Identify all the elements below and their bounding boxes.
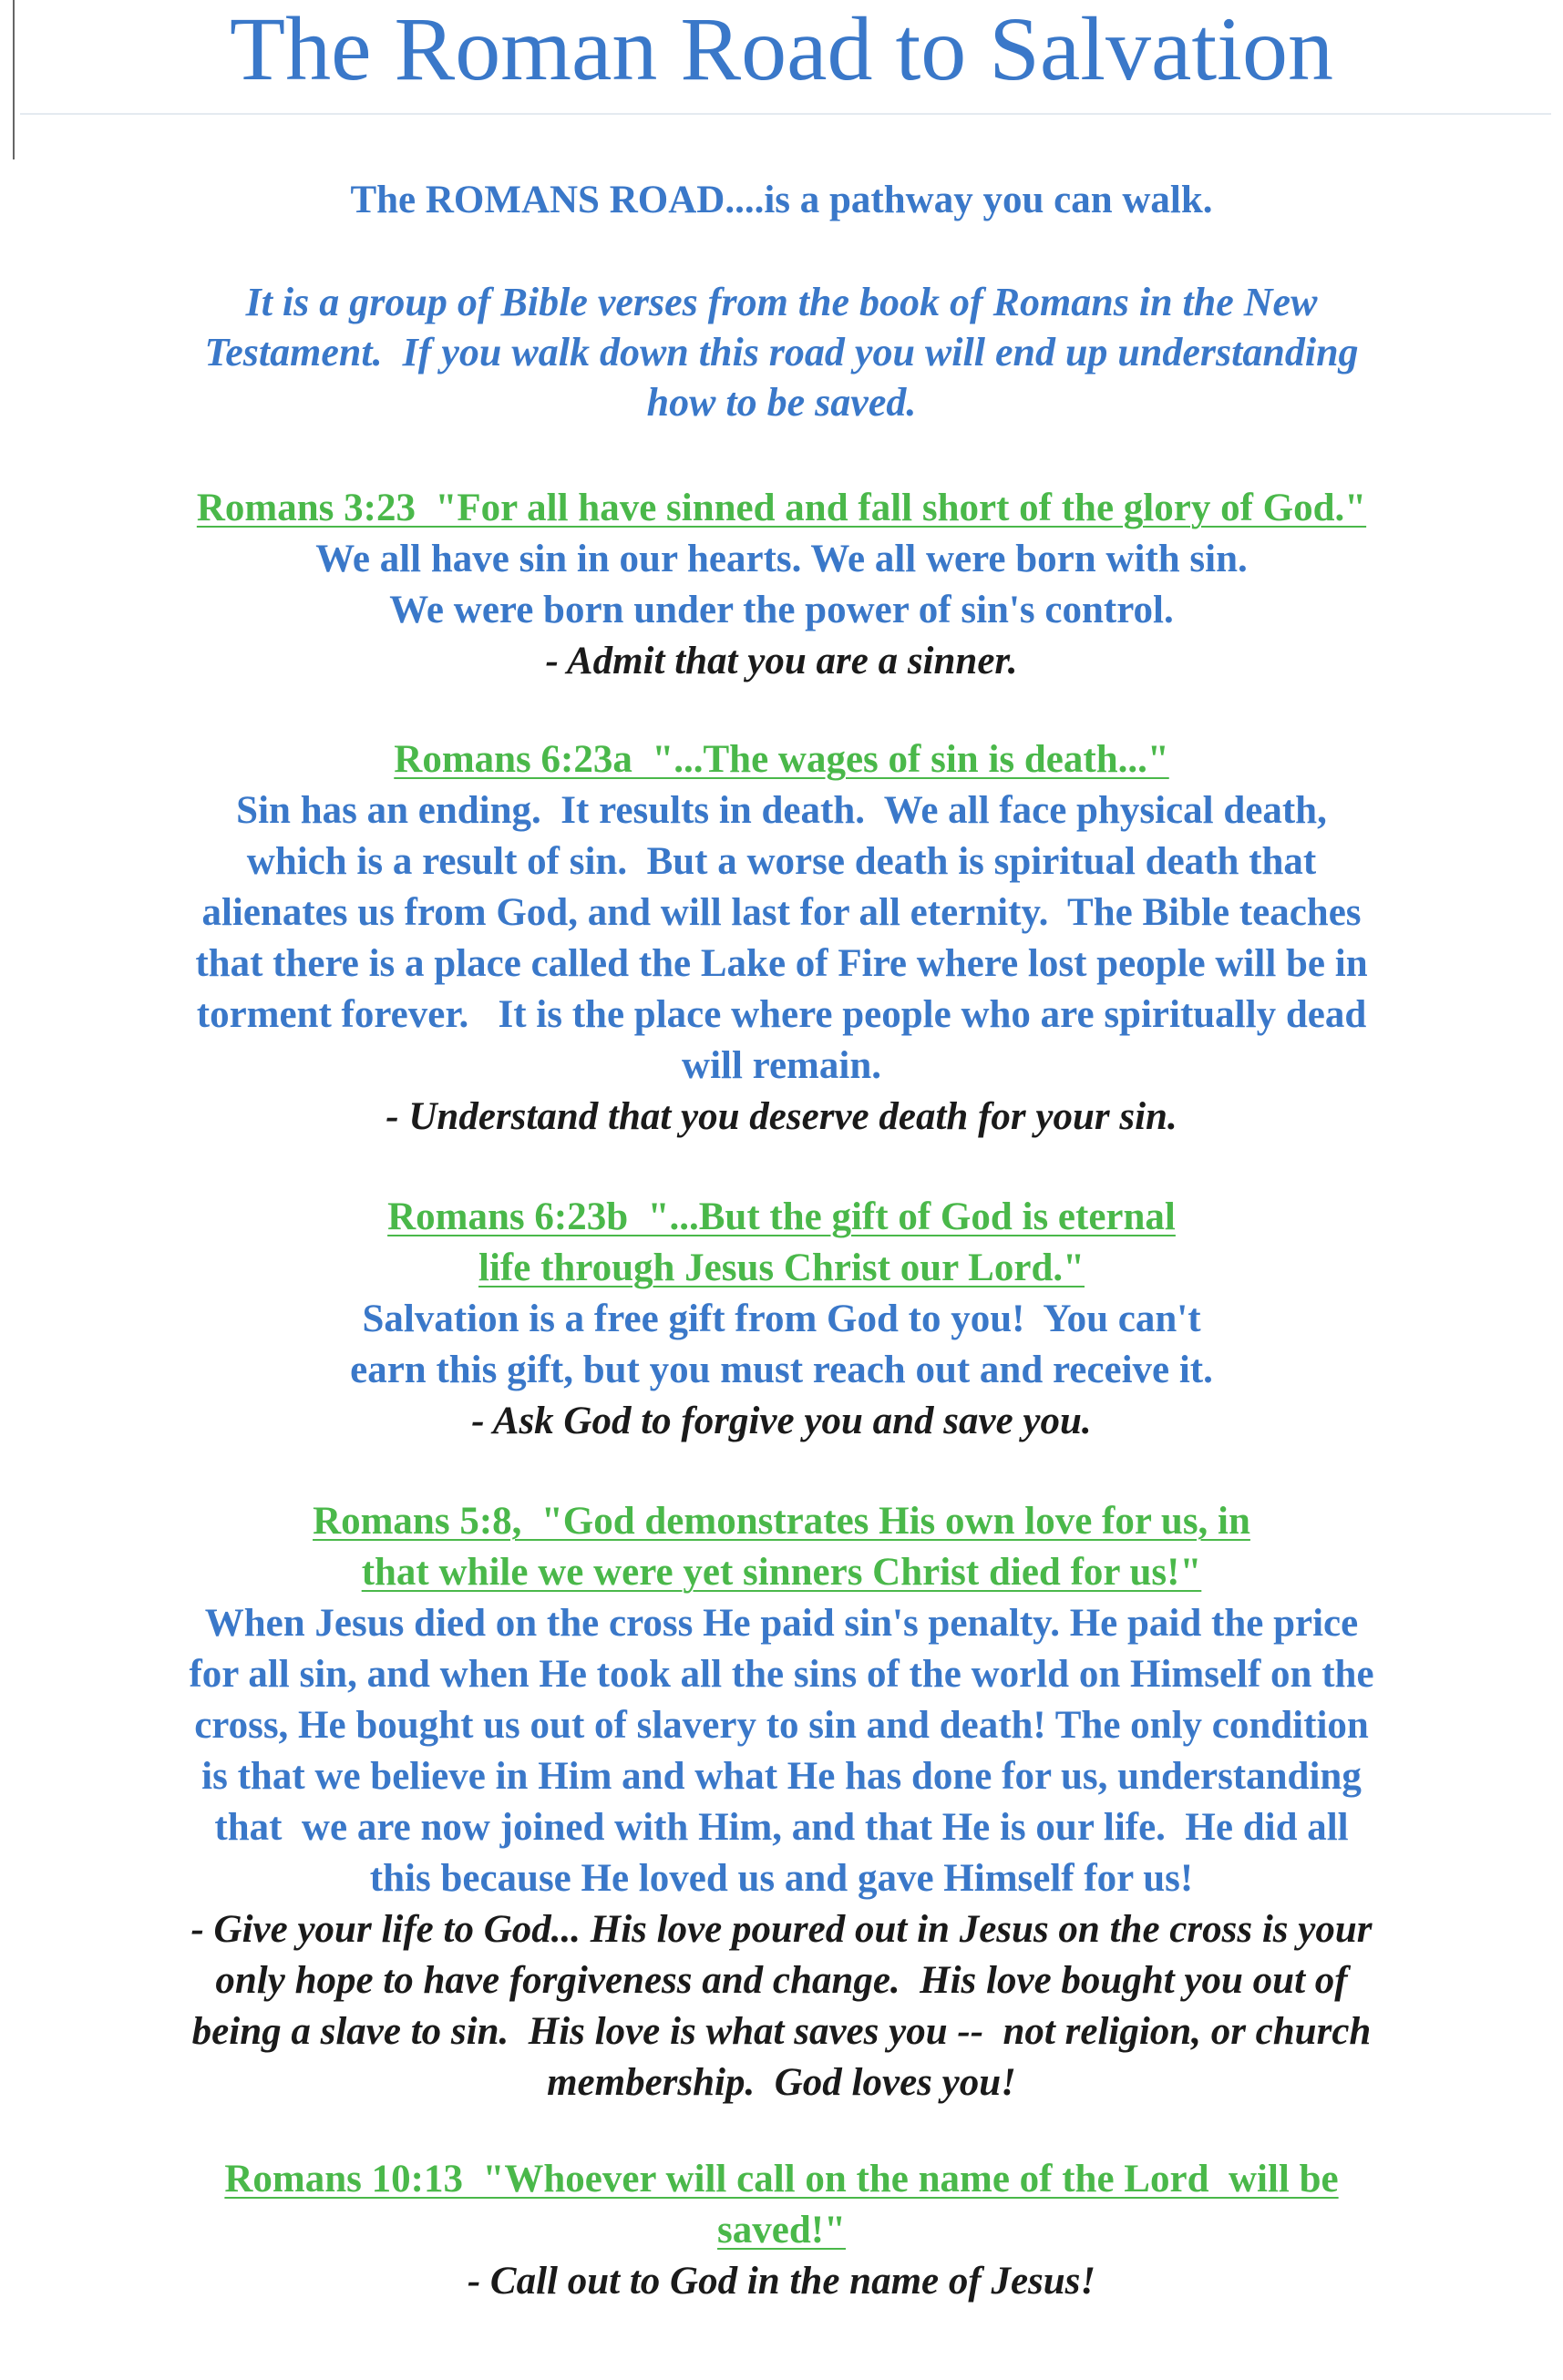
explanation-line: this because He loved us and gave Himself for us! <box>369 1857 1194 1900</box>
action-step: only hope to have forgiveness and change. His love bought you out of <box>215 1959 1348 2002</box>
verse-reference: Romans 6:23b "...But the gift of God is eternal <box>387 1195 1176 1238</box>
explanation-line: alienates us from God, and will last for all eternity. The Bible teaches <box>201 891 1362 934</box>
explanation-line: cross, He bought us out of slavery to sin and death! The only condition <box>194 1704 1369 1747</box>
section-romans-6-23b <box>0 1192 1563 1447</box>
action-step: - Give your life to God... His love poured out in Jesus on the cross is your <box>190 1908 1373 1951</box>
intro-line: It is a group of Bible verses from the book of Romans in the New <box>245 280 1318 324</box>
explanation-line: earn this gift, but you must reach out and receive it. <box>350 1349 1213 1391</box>
verse-reference: that while we were yet sinners Christ died for us!" <box>361 1551 1202 1594</box>
page-title: The Roman Road to Salvation <box>230 0 1333 99</box>
explanation-line: We all have sin in our hearts. We all were born with sin. <box>315 538 1248 580</box>
title-divider <box>20 113 1551 115</box>
intro-line: how to be saved. <box>646 380 917 425</box>
intro-line: Testament. If you walk down this road you will end up understanding <box>204 330 1359 374</box>
verse-reference: Romans 10:13 "Whoever will call on the name of the Lord will be <box>224 2158 1339 2200</box>
verse-reference: Romans 5:8, "God demonstrates His own love for us, in <box>313 1500 1250 1543</box>
explanation-line: Sin has an ending. It results in death. We all face physical death, <box>236 789 1327 832</box>
action-step: being a slave to sin. His love is what saves you -- not religion, or church <box>191 2010 1372 2053</box>
section-romans-5-8 <box>0 1496 1563 2108</box>
verse-reference: Romans 3:23 "For all have sinned and fall short of the glory of God." <box>196 487 1367 529</box>
explanation-line: Salvation is a free gift from God to you! You can't <box>362 1298 1201 1340</box>
section-romans-3-23 <box>0 483 1563 687</box>
action-step: - Call out to God in the name of Jesus! <box>467 2260 1096 2303</box>
explanation-line: When Jesus died on the cross He paid sin's penalty. He paid the price <box>204 1602 1359 1645</box>
intro-headline-block <box>0 175 1563 226</box>
explanation-line: for all sin, and when He took all the sins of the world on Himself on the <box>189 1653 1374 1696</box>
explanation-line: is that we believe in Him and what He has done for us, understanding <box>201 1755 1362 1798</box>
explanation-line: will remain. <box>682 1044 881 1087</box>
verse-reference: life through Jesus Christ our Lord." <box>478 1246 1085 1289</box>
explanation-line: We were born under the power of sin's control. <box>389 589 1174 631</box>
action-step: - Admit that you are a sinner. <box>545 640 1018 682</box>
explanation-line: torment forever. It is the place where people who are spiritually dead <box>196 993 1367 1036</box>
action-step: - Ask God to forgive you and save you. <box>471 1400 1092 1442</box>
verse-reference: Romans 6:23a "...The wages of sin is death..." <box>394 738 1169 781</box>
action-step: membership. God loves you! <box>547 2061 1016 2104</box>
intro-description <box>0 277 1563 427</box>
intro-headline: The ROMANS ROAD....is a pathway you can walk. <box>350 179 1213 221</box>
explanation-line: which is a result of sin. But a worse death is spiritual death that <box>246 840 1317 883</box>
action-step: - Understand that you deserve death for your sin. <box>386 1095 1177 1138</box>
explanation-line: that there is a place called the Lake of Fire where lost people will be in <box>195 942 1368 985</box>
verse-reference: saved!" <box>717 2209 846 2252</box>
section-romans-10-13 <box>0 2154 1563 2307</box>
explanation-line: that we are now joined with Him, and that He is our life. He did all <box>214 1806 1349 1849</box>
section-romans-6-23a <box>0 734 1563 1143</box>
